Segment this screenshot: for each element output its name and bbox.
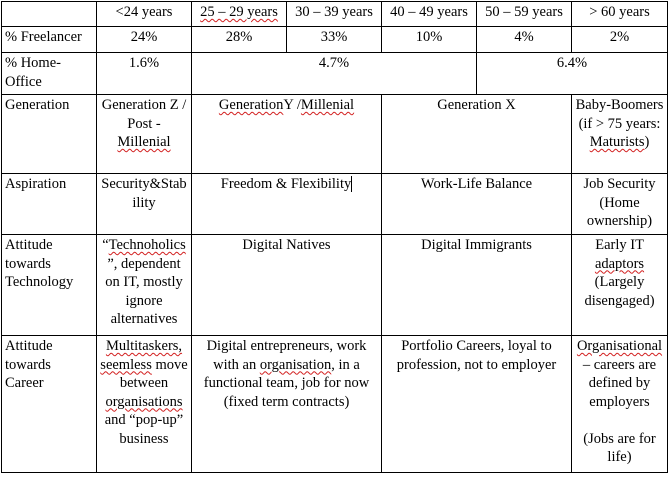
freelancer-value: 4% xyxy=(477,27,572,53)
career-x-cell: Portfolio Careers, loyal to profession, not to employer xyxy=(382,336,572,473)
freelancer-row xyxy=(2,27,668,53)
technology-immigrants-cell: Digital Immigrants xyxy=(382,235,572,336)
generation-row xyxy=(2,95,668,174)
row-label-aspiration: Aspiration xyxy=(2,174,97,235)
freelancer-value: 28% xyxy=(192,27,287,53)
generation-x-cell: Generation X xyxy=(382,95,572,174)
generation-y-cell: GenerationY /Millenial xyxy=(192,95,382,174)
aspiration-row xyxy=(2,174,668,235)
header-age-50-59: 50 – 59 years xyxy=(477,2,572,27)
home-office-value: 4.7% xyxy=(192,53,477,95)
home-office-value: 1.6% xyxy=(97,53,192,95)
aspiration-x-cell: Work-Life Balance xyxy=(382,174,572,235)
technology-early-cell: Early IT adaptors (Largely disengaged) xyxy=(572,235,668,336)
freelancer-value: 10% xyxy=(382,27,477,53)
technology-row xyxy=(2,235,668,336)
row-label-technology: Attitude towards Technology xyxy=(2,235,97,336)
header-age-25-29: 25 – 29 years xyxy=(192,2,287,27)
home-office-value: 6.4% xyxy=(477,53,668,95)
generations-table xyxy=(1,1,668,473)
freelancer-value: 2% xyxy=(572,27,668,53)
freelancer-value: 33% xyxy=(287,27,382,53)
home-office-row xyxy=(2,53,668,95)
career-z-cell: Multitaskers, seemless move between organisations and “pop-up” business xyxy=(97,336,192,473)
aspiration-z-cell: Security&Stability xyxy=(97,174,192,235)
technology-natives-cell: Digital Natives xyxy=(192,235,382,336)
header-age-40-49: 40 – 49 years xyxy=(382,2,477,27)
row-label-home-office: % Home-Office xyxy=(2,53,97,95)
generation-z-cell: Generation Z / Post - Millenial xyxy=(97,95,192,174)
technology-z-cell: “Technoholics”, dependent on IT, mostly ignore alternatives xyxy=(97,235,192,336)
header-row xyxy=(2,2,668,27)
header-age-30-39: 30 – 39 years xyxy=(287,2,382,27)
career-boomers-cell: Organisational – careers are defined by employers (Jobs are for life) xyxy=(572,336,668,473)
aspiration-y-cell: Freedom & Flexibility xyxy=(192,174,382,235)
header-blank-cell xyxy=(2,2,97,27)
career-row xyxy=(2,336,668,473)
header-age-gt60: > 60 years xyxy=(572,2,668,27)
row-label-generation: Generation xyxy=(2,95,97,174)
header-age-lt24: <24 years xyxy=(97,2,192,27)
freelancer-value: 24% xyxy=(97,27,192,53)
generation-boomers-cell: Baby-Boomers (if > 75 years: Maturists) xyxy=(572,95,668,174)
career-y-cell: Digital entrepreneurs, work with an organisation, in a functional team, job for now (fixed term contracts) xyxy=(192,336,382,473)
row-label-career: Attitude towards Career xyxy=(2,336,97,473)
aspiration-boomers-cell: Job Security (Home ownership) xyxy=(572,174,668,235)
row-label-freelancer: % Freelancer xyxy=(2,27,97,53)
